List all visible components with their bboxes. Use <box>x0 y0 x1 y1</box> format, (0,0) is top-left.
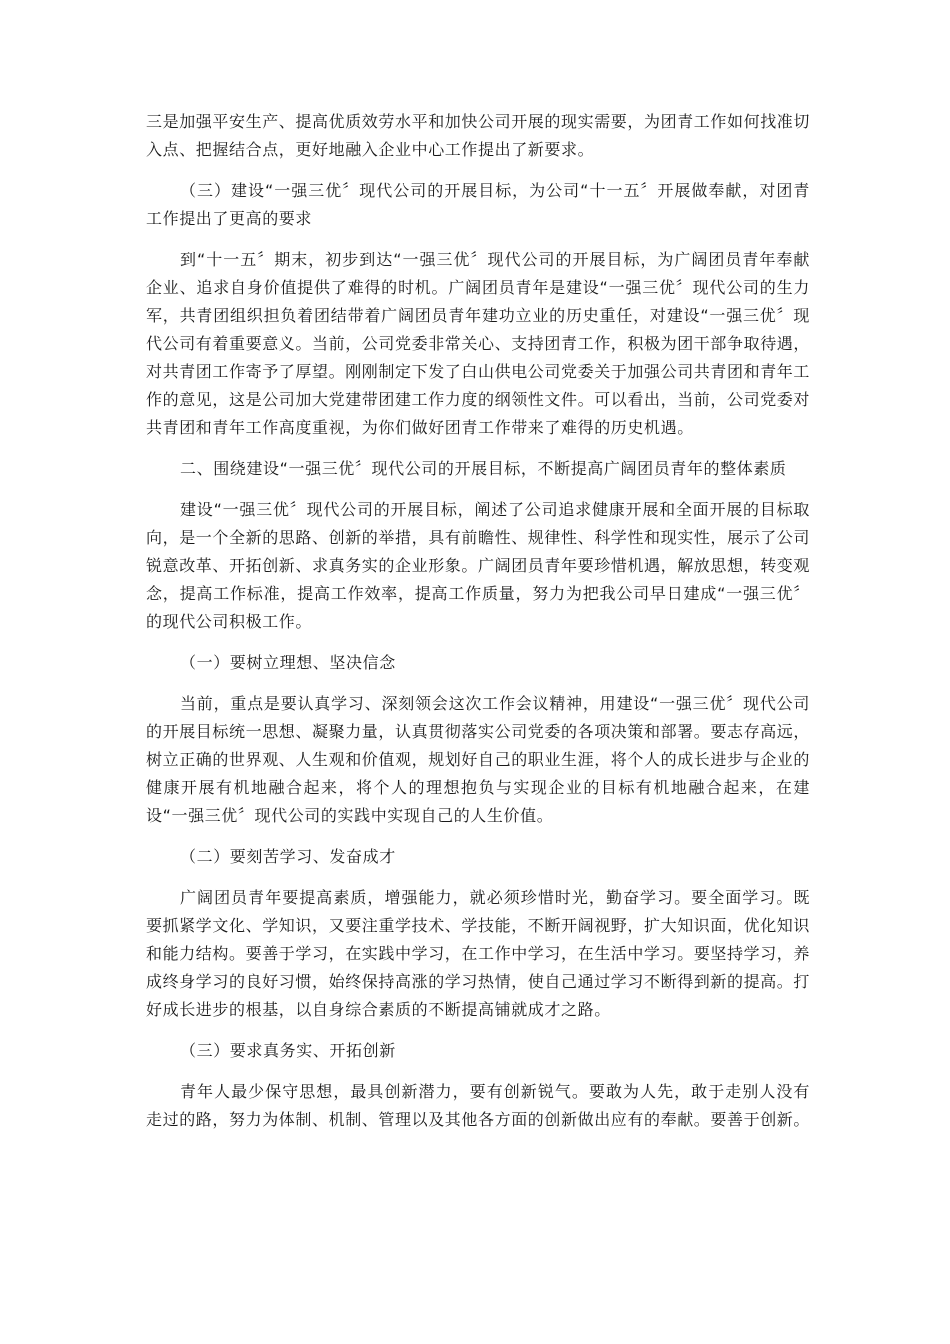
section-heading: （二）要刻苦学习、发奋成才 <box>180 847 396 866</box>
chapter-heading: 二、围绕建设“一强三优〞现代公司的开展目标，不断提高广阔团员青年的整体素质 <box>180 459 787 478</box>
body-paragraph: 青年人最少保守思想，最具创新潜力，要有创新锐气。要敢为人先，敢于走别人没有走过的路，努力为体制、机制、管理以及其他各方面的创新做出应有的奉献。要善于创新。 <box>146 1082 811 1129</box>
body-paragraph: 到“十一五〞期末，初步到达“一强三优〞现代公司的开展目标，为广阔团员青年奉献企业、追求自身价值提供了难得的时机。广阔团员青年是建设“一强三优〞现代公司的生力军，共青团组织担负着团结带着广阔团员青年建功立业的历史重任，对建设“一强三优〞现代公司有着重要意义。当前，公司党委非常关心、支持团青工作，积极为团干部争取待遇，对共青团工作寄予了厚望。刚刚制定下发了白山供电公司党委关于加强公司共青团和青年工作的意见，这是公司加大党建带团建工作力度的纲领性文件。可以看出，当前，公司党委对共青团和青年工作高度重视，为你们做好团青工作带来了难得的历史机遇。 <box>146 250 811 437</box>
body-paragraph: 建设“一强三优〞现代公司的开展目标，阐述了公司追求健康开展和全面开展的目标取向，是一个全新的思路、创新的举措，具有前瞻性、规律性、科学性和现实性，展示了公司锐意改革、开拓创新、求真务实的企业形象。广阔团员青年要珍惜机遇，解放思想，转变观念，提高工作标准，提高工作效率，提高工作质量，努力为把我公司早日建成“一强三优〞的现代公司积极工作。 <box>146 500 811 631</box>
body-paragraph: 广阔团员青年要提高素质，增强能力，就必须珍惜时光，勤奋学习。要全面学习。既要抓紧学文化、学知识，又要注重学技术、学技能，不断开阔视野，扩大知识面，优化知识和能力结构。要善于学习，在实践中学习，在工作中学习，在生活中学习。要坚持学习，养成终身学习的良好习惯，始终保持高涨的学习热情，使自己通过学习不断得到新的提高。打好成长进步的根基，以自身综合素质的不断提高铺就成才之路。 <box>146 888 811 1019</box>
body-paragraph: 当前，重点是要认真学习、深刻领会这次工作会议精神，用建设“一强三优〞现代公司的开展目标统一思想、凝聚力量，认真贯彻落实公司党委的各项决策和部署。要志存高远，树立正确的世界观、人生观和价值观，规划好自己的职业生涯，将个人的成长进步与企业的健康开展有机地融合起来，将个人的理想抱负与实现企业的目标有机地融合起来，在建设“一强三优〞现代公司的实践中实现自己的人生价值。 <box>146 694 811 825</box>
body-paragraph: 三是加强平安生产、提高优质效劳水平和加快公司开展的现实需要，为团青工作如何找准切入点、把握结合点，更好地融入企业中心工作提出了新要求。 <box>146 112 811 159</box>
section-heading: （三）建设“一强三优〞现代公司的开展目标，为公司“十一五〞开展做奉献，对团青工作提出了更高的要求 <box>146 181 810 228</box>
document-page <box>146 108 810 1134</box>
section-heading: （三）要求真务实、开拓创新 <box>180 1041 396 1060</box>
section-heading: （一）要树立理想、坚决信念 <box>180 653 396 672</box>
